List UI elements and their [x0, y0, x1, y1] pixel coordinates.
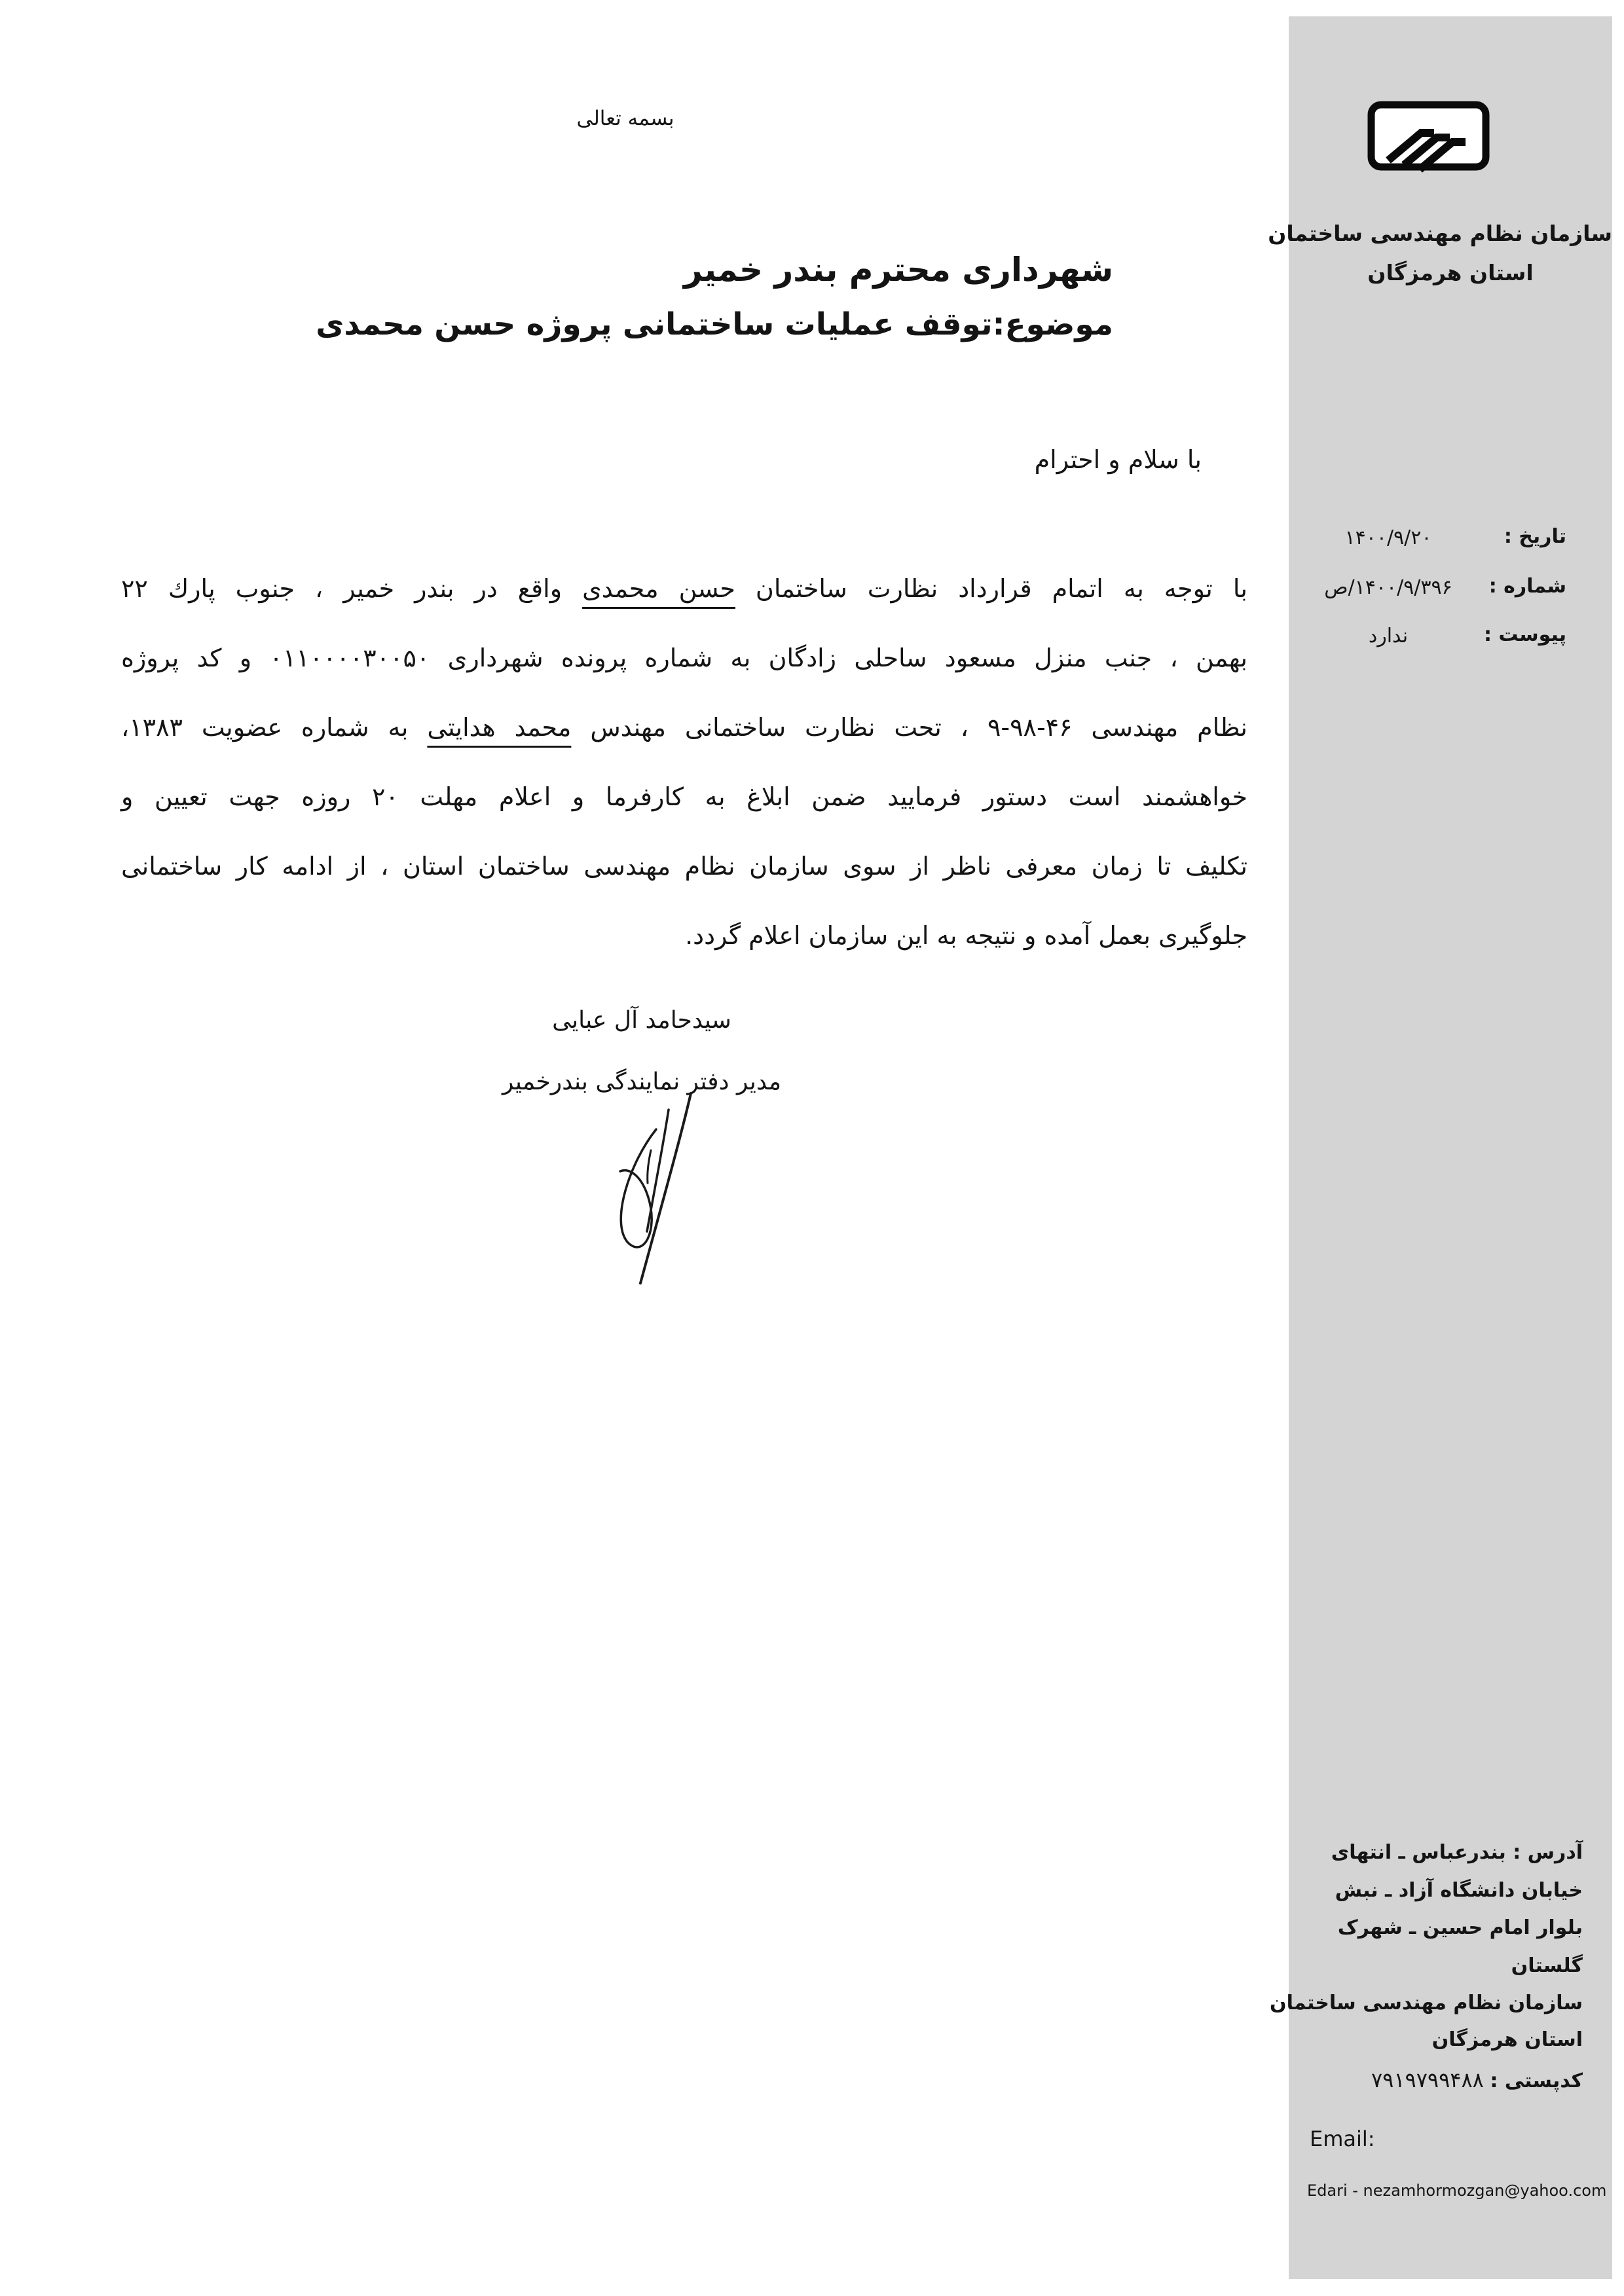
- postal-code-label: کدپستی :: [1490, 2069, 1583, 2092]
- salutation-line: با سلام و احترام: [1034, 445, 1202, 474]
- organization-logo-icon: [1366, 100, 1490, 173]
- number-field: [1289, 575, 1612, 611]
- sidebar-panel: [1268, 16, 1612, 2279]
- body-line: [121, 554, 1247, 623]
- org-footer-line: استان هرمزگان: [1431, 2028, 1583, 2051]
- org-name: سازمان نظام مهندسی ساختمان: [1268, 221, 1612, 246]
- date-label: تاریخ :: [1504, 525, 1566, 548]
- subject-line: موضوع:توقف عملیات ساختمانی پروژه حسن محمدی: [316, 306, 1113, 342]
- body-text-segment: جلوگیری بعمل آمده و نتیجه به این سازمان اعلام گردد.: [685, 921, 1247, 950]
- postal-code-line: [1371, 2068, 1583, 2092]
- number-value: ۱۴۰۰/۹/۳۹۶/ص: [1324, 576, 1452, 599]
- body-text-segment: خواهشمند است دستور فرمایید ضمن ابلاغ به کارفرما و اعلام مهلت ۲۰ روزه جهت تعیین و: [121, 782, 1247, 811]
- body-line: [121, 623, 1247, 693]
- body-text-segment: نظام مهندسی ۴۶-۹۸-۹ ، تحت نظارت ساختمانی مهندس: [571, 713, 1248, 742]
- address-line: آدرس : بندرعباس ـ انتهای: [1331, 1841, 1583, 1864]
- org-province: استان هرمزگان: [1367, 260, 1534, 285]
- address-line: گلستان: [1511, 1954, 1583, 1977]
- email-label: Email:: [1310, 2126, 1375, 2151]
- body-text-segment: بهمن ، جنب منزل مسعود ساحلی زادگان به شماره پرونده شهرداری ۰۱۱۰۰۰۰۳۰۰۵۰ و کد پروژه: [121, 644, 1248, 672]
- body-text-segment: تکلیف تا زمان معرفی ناظر از سوی سازمان نظام مهندسی ساختمان استان ، از ادامه کار ساختمانی: [121, 852, 1247, 881]
- underlined-name: حسن محمدی: [582, 574, 735, 603]
- body-text-segment: به شماره عضویت ۱۳۸۳،: [121, 713, 428, 742]
- body-line: [121, 762, 1247, 831]
- date-value: ۱۴۰۰/۹/۲۰: [1344, 526, 1432, 549]
- underlined-name: محمد هدایتی: [427, 713, 572, 742]
- bismillah-text: بسمه تعالی: [576, 107, 674, 130]
- body-text-segment: با توجه به اتمام قرارداد نظارت ساختمان: [735, 574, 1248, 603]
- body-line: [121, 901, 1247, 970]
- postal-code-value: ۷۹۱۹۷۹۹۴۸۸: [1371, 2068, 1484, 2092]
- org-footer-line: سازمان نظام مهندسی ساختمان: [1270, 1992, 1583, 2014]
- attachment-field: [1289, 623, 1612, 660]
- recipient-line: شهرداری محترم بندر خمیر: [684, 251, 1113, 289]
- signatory-title: مدیر دفتر نمایندگی بندرخمیر: [502, 1068, 782, 1095]
- body-text-segment: واقع در بندر خمیر ، جنوب پارك ۲۲: [121, 574, 583, 603]
- body-line: [121, 831, 1247, 901]
- number-label: شماره :: [1488, 575, 1566, 598]
- signature-scribble-icon: [583, 1090, 740, 1286]
- attachment-label: پیوست :: [1483, 623, 1566, 646]
- body-line: [121, 693, 1247, 762]
- address-line: بلوار امام حسین ـ شهرک: [1337, 1916, 1583, 1939]
- email-address: Edari - nezamhormozgan@yahoo.com: [1307, 2181, 1607, 2200]
- address-line: خیابان دانشگاه آزاد ـ نبش: [1335, 1879, 1583, 1902]
- date-field: [1289, 525, 1612, 562]
- signatory-name: سیدحامد آل عبایی: [552, 1007, 731, 1034]
- letter-body: [121, 554, 1247, 970]
- attachment-value: ندارد: [1368, 625, 1409, 647]
